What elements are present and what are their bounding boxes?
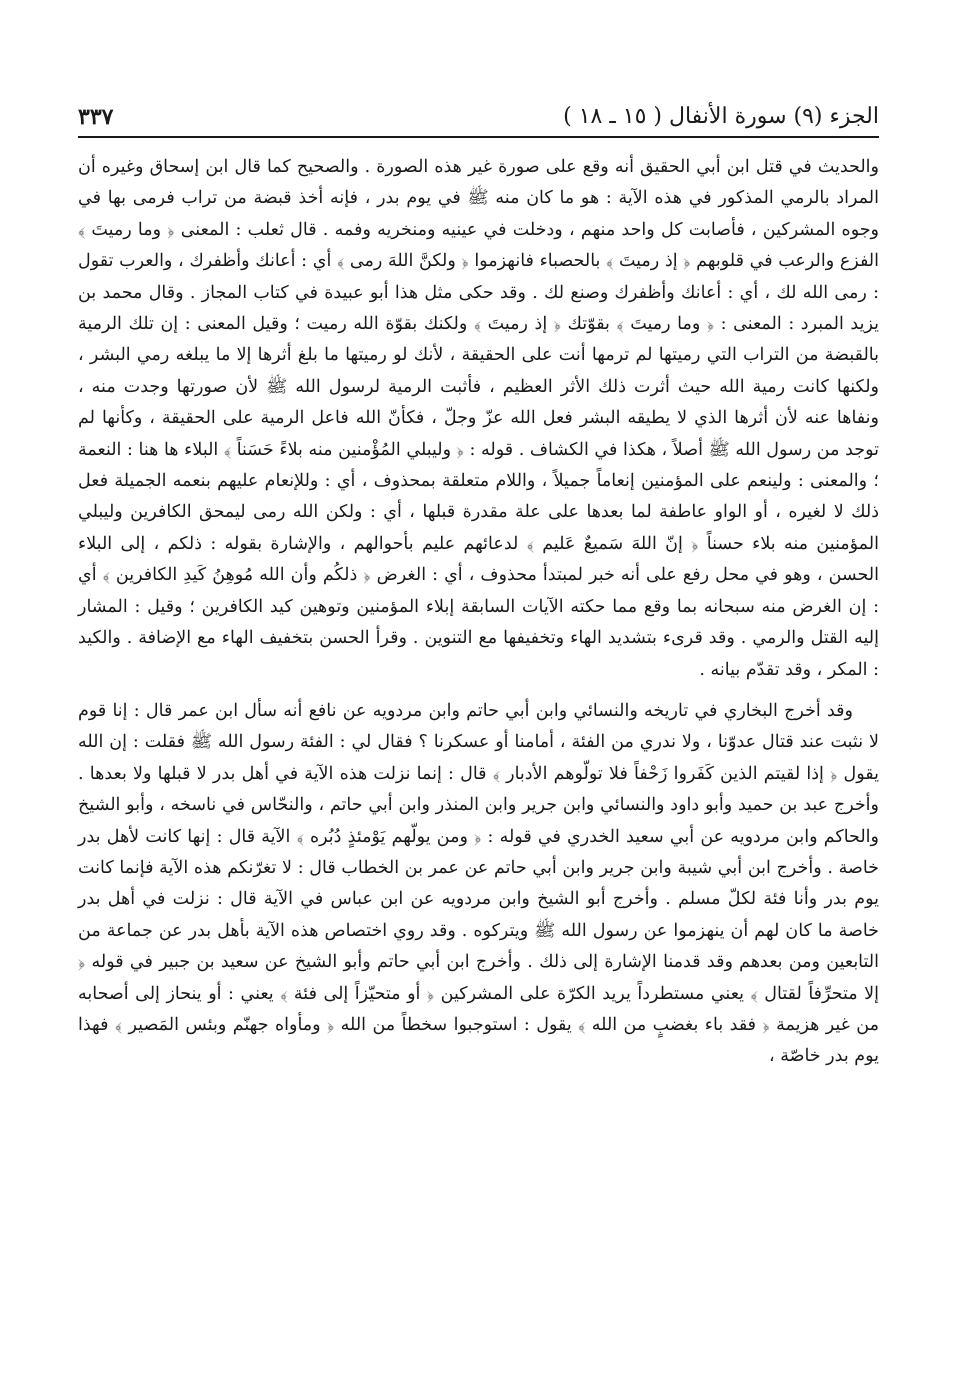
page-number: ٣٣٧ <box>78 104 114 130</box>
header-divider <box>78 136 879 138</box>
commentary-text <box>78 152 879 1073</box>
chapter-title: الجزء (٩) سورة الأنفال ( ١٥ ـ ١٨ ) <box>563 104 879 129</box>
paragraph-gap <box>78 686 879 696</box>
running-header <box>78 98 879 138</box>
paragraph-commentary: والحديث في قتل ابن أبي الحقيق أنه وقع على صورة غير هذه الصورة . والصحيح كما قال ابن إسحاق وغيره أن المراد بالرمي المذكور في هذه الآية : هو ما كان منه ﷺ في يوم بدر ، فإنه أخذ قبضة من تراب فرمى بها في وجوه المشركين ، فأصابت كل واحد منهم ، ودخلت في عينيه ومنخريه وفمه . قال ثعلب : المعنى ﴿ وما رميتَ ﴾ الفزع والرعب في قلوبهم ﴿ إذ رميتَ ﴾ بالحصباء فانهزموا ﴿ ولكنَّ اللهَ رمى ﴾ أي : أعانك وأظفرك ، والعرب تقول : رمى الله لك ، أي : أعانك وأظفرك وصنع لك . وقد حكى مثل هذا أبو عبيدة في كتاب المجاز . وقال محمد بن يزيد المبرد : المعنى : ﴿ وما رميتَ ﴾ بقوّتك ﴿ إذ رميتَ ﴾ ولكنك بقوّة الله رميت ؛ وقيل المعنى : إن تلك الرمية بالقبضة من التراب التي رميتها لم ترمها أنت على الحقيقة ، لأنك لو رميتها ما بلغ أثرها إلا ما يبلغه رمي البشر ، ولكنها كانت رمية الله حيث أثرت ذلك الأثر العظيم ، فأثبت الرمية لرسول الله ﷺ لأن صورتها وجدت منه ، ونفاها عنه لأن أثرها الذي لا يطيقه البشر فعل الله عزّ وجلّ ، فكأنّ الله فاعل الرمية على الحقيقة ، وكأنها لم توجد من رسول الله ﷺ أصلاً ، هكذا في الكشاف . قوله : ﴿ وليبلي المُؤْمنين منه بلاءً حَسَناً ﴾ البلاء ها هنا : النعمة ؛ والمعنى : ولينعم على المؤمنين إنعاماً جميلاً ، واللام متعلقة بمحذوف ، أي : وللإنعام عليهم بنعمه الجميلة فعل ذلك لا لغيره ، أو الواو عاطفة لما بعدها على علة مقدرة قبلها ، أي : ولكن الله رمى ليمحق الكافرين وليبلي المؤمنين منه بلاء حسناً ﴿ إنّ اللهَ سَميعٌ عَليم ﴾ لدعائهم عليم بأحوالهم ، والإشارة بقوله : ذلكم ، إلى البلاء الحسن ، وهو في محل رفع على أنه خبر لمبتدأ محذوف ، أي : الغرض ﴿ ذلكُم وأن الله مُوهِنُ كَيدِ الكافرين ﴾ أي : إن الغرض منه سبحانه بما وقع مما حكته الآيات السابقة إبلاء المؤمنين وتوهين كيد الكافرين ؛ وقيل : المشار إليه القتل والرمي . وقد قرىء بتشديد الهاء وتخفيفها مع التنوين . وقرأ الحسن بتخفيف الهاء مع الإضافة . والكيد : المكر ، وقد تقدّم بيانه . <box>78 157 879 680</box>
paragraph-narrations: وقد أخرج البخاري في تاريخه والنسائي وابن أبي حاتم وابن مردويه عن نافع أنه سأل ابن عمر قال : إنا قوم لا نثبت عند قتال عدوّنا ، ولا ندري من الفئة ، أمامنا أو عسكرنا ؟ فقال لي : الفئة رسول الله ﷺ فقلت : إن الله يقول ﴿ إذا لقيتم الذين كَفَروا زَحْفاً فلا تولّوهم الأدبار ﴾ قال : إنما نزلت هذه الآية في أهل بدر لا قبلها ولا بعدها . وأخرج عبد بن حميد وأبو داود والنسائي وابن جرير وابن المنذر وابن أبي حاتم ، والنحّاس في ناسخه ، وأبو الشيخ والحاكم وابن مردويه عن أبي سعيد الخدري في قوله : ﴿ ومن يولّهم يَوْمئذٍ دُبُره ﴾ الآية قال : إنها كانت لأهل بدر خاصة . وأخرج ابن أبي شيبة وابن جرير وابن أبي حاتم عن عمر بن الخطاب قال : لا تغرّنكم هذه الآية فإنما كانت يوم بدر وأنا فئة لكلّ مسلم . وأخرج أبو الشيخ وابن مردويه عن ابن عباس في الآية قال : نزلت في أهل بدر خاصة ما كان لهم أن ينهزموا عن رسول الله ﷺ ويتركوه . وقد روي اختصاص هذه الآية بأهل بدر عن جماعة من التابعين ومن بعدهم وقد قدمنا الإشارة إلى ذلك . وأخرج ابن أبي حاتم وأبو الشيخ عن سعيد بن جبير في قوله ﴿ إلا متحرِّفاً لقتال ﴾ يعني مستطرداً يريد الكرّة على المشركين ﴿ أو متحيّزاً إلى فئة ﴾ يعني : أو ينحاز إلى أصحابه من غير هزيمة ﴿ فقد باء بغضبٍ من الله ﴾ يقول : استوجبوا سخطاً من الله ﴿ ومأواه جهنّم وبئس المَصير ﴾ فهذا يوم بدر خاصّة ، <box>78 700 879 1067</box>
